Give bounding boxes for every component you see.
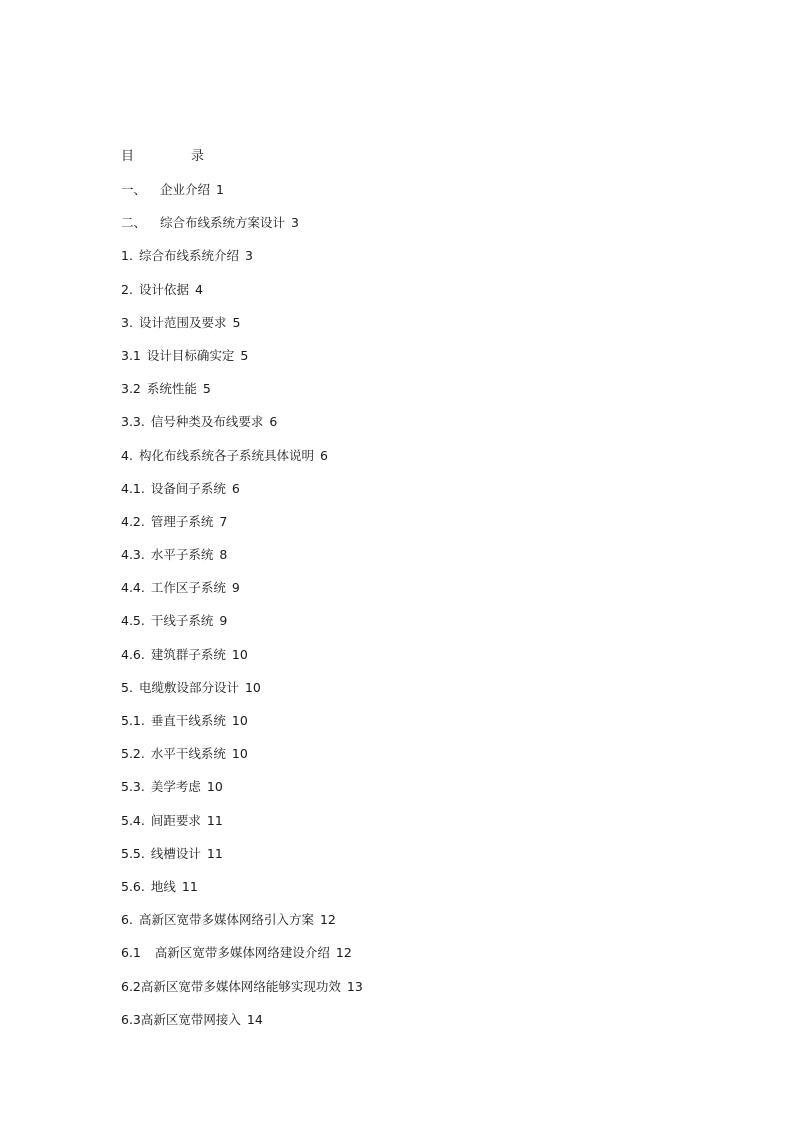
toc-entry-page: 9 <box>219 613 228 629</box>
toc-entry-page: 9 <box>231 580 240 596</box>
toc-entry-title: 设计依据 <box>138 281 189 297</box>
toc-entry-page: 6 <box>231 480 240 496</box>
toc-entry-title: 设计范围及要求 <box>138 314 227 330</box>
toc-entry-title: 信号种类及布线要求 <box>150 414 264 430</box>
toc-entry[interactable] <box>121 704 721 737</box>
toc-entry-number: 5.3. <box>121 779 145 795</box>
toc-entry-title: 管理子系统 <box>150 513 214 529</box>
toc-entry[interactable] <box>121 903 721 936</box>
toc-entry-page: 13 <box>346 978 363 994</box>
toc-entry-number: 3.1 <box>121 347 141 363</box>
toc-entry-number: 5.4. <box>121 812 145 828</box>
toc-entry-number: 4.1. <box>121 480 145 496</box>
toc-entry-page: 11 <box>206 845 223 861</box>
toc-entry-title: 线槽设计 <box>150 845 201 861</box>
toc-entry-title: 设计目标确实定 <box>146 347 235 363</box>
toc-entry-title: 地线 <box>150 878 176 894</box>
toc-entry-title: 系统性能 <box>146 381 197 397</box>
toc-entry-title: 高新区宽带多媒体网络引入方案 <box>138 912 314 928</box>
toc-entry[interactable] <box>121 472 721 505</box>
toc-entry-page: 10 <box>231 713 248 728</box>
toc-entry-page: 10 <box>231 746 248 762</box>
toc-entry[interactable] <box>121 804 721 837</box>
toc-entry-title: 间距要求 <box>150 812 201 828</box>
toc-entry[interactable] <box>121 837 721 870</box>
toc-entry-number: 一、 <box>121 182 147 197</box>
toc-entry-title: 高新区宽带网接入 <box>140 1011 241 1027</box>
toc-entry-number: 5.6. <box>121 878 145 894</box>
toc-entry-title: 建筑群子系统 <box>150 646 226 662</box>
toc-entry-number: 4.2. <box>121 513 145 529</box>
toc-entry-title: 高新区宽带多媒体网络建设介绍 <box>154 945 330 961</box>
toc-entry[interactable] <box>121 737 721 770</box>
toc-entry-title: 干线子系统 <box>150 613 214 629</box>
toc-entry[interactable] <box>121 206 721 239</box>
toc-entry-number: 4.3. <box>121 547 145 563</box>
toc-entry-title: 水平子系统 <box>150 547 214 563</box>
toc-entry-number: 4. <box>121 447 133 463</box>
toc-entry[interactable] <box>121 306 721 339</box>
toc-entry-page: 7 <box>219 513 228 529</box>
toc-entry-number: 6. <box>121 912 133 928</box>
toc-entry-page: 12 <box>319 912 336 928</box>
toc-entry-number: 4.5. <box>121 613 145 629</box>
toc-entry-page: 8 <box>219 547 228 563</box>
toc-entry[interactable] <box>121 173 721 206</box>
toc-entry[interactable] <box>121 870 721 903</box>
toc-entry-number: 4.6. <box>121 646 145 662</box>
toc-title-part1: 目 <box>121 149 135 164</box>
toc-entry-page: 10 <box>231 646 248 662</box>
toc-entry[interactable] <box>121 638 721 671</box>
toc-entry-page: 3 <box>291 215 299 231</box>
toc-entry-number: 1. <box>121 248 133 264</box>
toc-entry[interactable] <box>121 970 721 1003</box>
toc-entry-number: 6.3 <box>121 1011 141 1027</box>
toc-entry-title: 综合布线系统介绍 <box>138 248 239 264</box>
toc-entry-title: 构化布线系统各子系统具体说明 <box>138 447 314 463</box>
toc-entry-number: 2. <box>121 281 133 297</box>
toc-entry-page: 11 <box>206 812 223 828</box>
toc-entry-number: 6.2 <box>121 978 141 994</box>
toc-entry[interactable] <box>121 936 721 969</box>
toc-entry-number: 3. <box>121 314 133 330</box>
toc-entry-page: 14 <box>246 1011 263 1027</box>
toc-entry-page: 6 <box>319 447 328 463</box>
toc-entry-number: 3.2 <box>121 381 141 397</box>
toc-title <box>121 140 721 173</box>
toc-entry[interactable] <box>121 405 721 438</box>
table-of-contents <box>121 140 721 1036</box>
toc-entry-number: 6.1 <box>121 945 141 961</box>
toc-entry-page: 5 <box>232 314 241 330</box>
toc-entry-page: 6 <box>269 414 278 430</box>
toc-entry-page: 12 <box>335 945 352 961</box>
toc-entry-number: 3.3. <box>121 414 145 430</box>
toc-entry[interactable] <box>121 604 721 637</box>
toc-entry-title: 垂直干线系统 <box>150 713 226 728</box>
toc-entry-title: 水平干线系统 <box>150 746 226 762</box>
toc-entry-title: 综合布线系统方案设计 <box>160 215 286 231</box>
toc-entry-title: 美学考虑 <box>150 779 201 795</box>
toc-entry-title: 电缆敷设部分设计 <box>138 679 239 695</box>
toc-entry[interactable] <box>121 439 721 472</box>
toc-entry-number: 4.4. <box>121 580 145 596</box>
toc-entry-title: 高新区宽带多媒体网络能够实现功效 <box>140 978 341 994</box>
toc-entry-page: 11 <box>181 878 198 894</box>
toc-entry-page: 5 <box>240 347 249 363</box>
toc-entry[interactable] <box>121 538 721 571</box>
toc-entry-page: 4 <box>194 281 203 297</box>
toc-entry-page: 5 <box>202 381 211 397</box>
toc-entry-title: 工作区子系统 <box>150 580 226 596</box>
toc-entry[interactable] <box>121 671 721 704</box>
toc-entry-page: 1 <box>216 182 224 197</box>
toc-entry[interactable] <box>121 571 721 604</box>
toc-entry-page: 10 <box>206 779 223 795</box>
toc-entry-title: 企业介绍 <box>160 182 211 197</box>
toc-entry[interactable] <box>121 770 721 803</box>
toc-entry-page: 10 <box>244 679 261 695</box>
toc-entry[interactable] <box>121 1003 721 1036</box>
toc-entry-title: 设备间子系统 <box>150 480 226 496</box>
toc-entry-number: 5. <box>121 679 133 695</box>
toc-entry-number: 5.2. <box>121 746 145 762</box>
toc-entry-page: 3 <box>244 248 253 264</box>
toc-list <box>121 173 721 1036</box>
toc-entry-number: 5.5. <box>121 845 145 861</box>
toc-entry-number: 5.1. <box>121 713 145 728</box>
toc-entry[interactable] <box>121 339 721 372</box>
toc-entry[interactable] <box>121 239 721 272</box>
toc-entry[interactable] <box>121 372 721 405</box>
toc-title-part2: 录 <box>191 149 205 164</box>
toc-entry[interactable] <box>121 505 721 538</box>
toc-entry-number: 二、 <box>121 215 147 231</box>
toc-entry[interactable] <box>121 273 721 306</box>
